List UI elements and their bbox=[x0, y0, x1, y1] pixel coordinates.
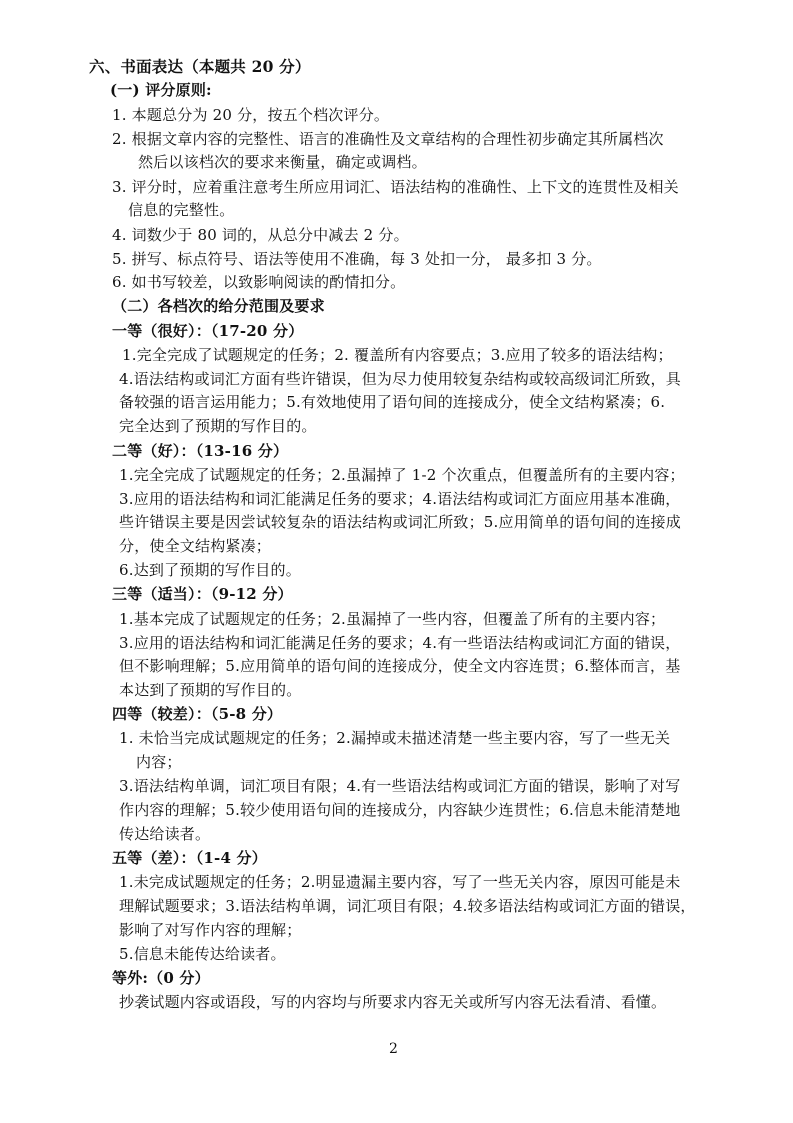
grade-2-title: 二等（好）：（13-16 分） bbox=[112, 442, 289, 460]
grade-5-line: 5.信息未能传达给读者。 bbox=[119, 945, 286, 963]
grade-1-line: 备较强的语言运用能力；5.有效地使用了语句间的连接成分，使全文结构紧凑；6. bbox=[119, 393, 666, 411]
grade-5-line: 理解试题要求；3.语法结构单调，词汇项目有限；4.较多语法结构或词汇方面的错误， bbox=[119, 897, 696, 915]
page-number: 2 bbox=[389, 1041, 398, 1057]
grade-3-title: 三等（适当）：（9-12 分） bbox=[112, 585, 293, 603]
grade-5-title: 五等（差）：（1-4 分） bbox=[112, 849, 267, 867]
grade-1-line: 1.完全完成了试题规定的任务；2. 覆盖所有内容要点；3.应用了较多的语法结构； bbox=[122, 346, 673, 364]
grade-2-line: 分，使全文结构紧凑； bbox=[119, 537, 272, 555]
principle-3: 3. 评分时，应着重注意考生所应用词汇、语法结构的准确性、上下文的连贯性及相关 bbox=[112, 178, 679, 196]
grade-3-line: 1.基本完成了试题规定的任务；2.虽漏掉了一些内容，但覆盖了所有的主要内容； bbox=[119, 610, 666, 628]
grade-4-line: 3.语法结构单调，词汇项目有限；4.有一些语法结构或词汇方面的错误，影响了对写 bbox=[119, 777, 681, 795]
grade-2-line: 些许错误主要是因尝试较复杂的语法结构或词汇所致；5.应用简单的语句间的连接成 bbox=[119, 513, 681, 531]
grade-5-line: 影响了对写作内容的理解； bbox=[119, 921, 302, 939]
principle-1: 1. 本题总分为 20 分，按五个档次评分。 bbox=[112, 106, 390, 124]
grade-1-title: 一等（很好）：（17-20 分） bbox=[112, 322, 304, 340]
grade-4-line: 传达给读者。 bbox=[119, 825, 211, 843]
grade-2-line: 1.完全完成了试题规定的任务；2.虽漏掉了 1-2 个次重点，但覆盖所有的主要内容； bbox=[119, 466, 685, 484]
grade-3-line: 本达到了预期的写作目的。 bbox=[119, 681, 302, 699]
grade-5-line: 1.未完成试题规定的任务；2.明显遗漏主要内容，写了一些无关内容，原因可能是未 bbox=[119, 873, 681, 891]
grade-4-title: 四等（较差）：（5-8 分） bbox=[112, 705, 283, 723]
grade-1-line: 4.语法结构或词汇方面有些许错误，但为尽力使用较复杂结构或较高级词汇所致，具 bbox=[119, 370, 681, 388]
principles-heading: (一) 评分原则: bbox=[110, 81, 212, 99]
grades-heading: （二）各档次的给分范围及要求 bbox=[112, 297, 325, 315]
grade-6-line: 抄袭试题内容或语段，写的内容均与所要求内容无关或所写内容无法看清、看懂。 bbox=[119, 993, 667, 1011]
principle-5: 5. 拼写、标点符号、语法等使用不准确，每 3 处扣一分， 最多扣 3 分。 bbox=[112, 250, 602, 268]
grade-4-line: 内容； bbox=[136, 753, 182, 771]
principle-3-cont: 信息的完整性。 bbox=[128, 201, 235, 219]
grade-1-line: 完全达到了预期的写作目的。 bbox=[119, 417, 317, 435]
grade-4-line: 1. 未恰当完成试题规定的任务；2.漏掉或未描述清楚一些主要内容，写了一些无关 bbox=[119, 729, 671, 747]
grade-4-line: 作内容的理解；5.较少使用语句间的连接成分，内容缺少连贯性；6.信息未能清楚地 bbox=[119, 801, 681, 819]
grade-3-line: 但不影响理解；5.应用简单的语句间的连接成分，使全文内容连贯；6.整体而言，基 bbox=[119, 657, 681, 675]
section-title: 六、书面表达（本题共 20 分） bbox=[89, 57, 311, 76]
grade-6-title: 等外:（0 分） bbox=[112, 969, 210, 987]
principle-6: 6. 如书写较差，以致影响阅读的酌情扣分。 bbox=[112, 273, 406, 291]
grade-2-line: 3.应用的语法结构和词汇能满足任务的要求；4.语法结构或词汇方面应用基本准确， bbox=[119, 490, 681, 508]
principle-2-cont: 然后以该档次的要求来衡量，确定或调档。 bbox=[138, 153, 427, 171]
principle-2: 2. 根据文章内容的完整性、语言的准确性及文章结构的合理性初步确定其所属档次 bbox=[112, 130, 664, 148]
grade-2-line: 6.达到了预期的写作目的。 bbox=[119, 561, 301, 579]
grade-3-line: 3.应用的语法结构和词汇能满足任务的要求；4.有一些语法结构或词汇方面的错误， bbox=[119, 634, 681, 652]
principle-4: 4. 词数少于 80 词的，从总分中减去 2 分。 bbox=[112, 226, 409, 244]
